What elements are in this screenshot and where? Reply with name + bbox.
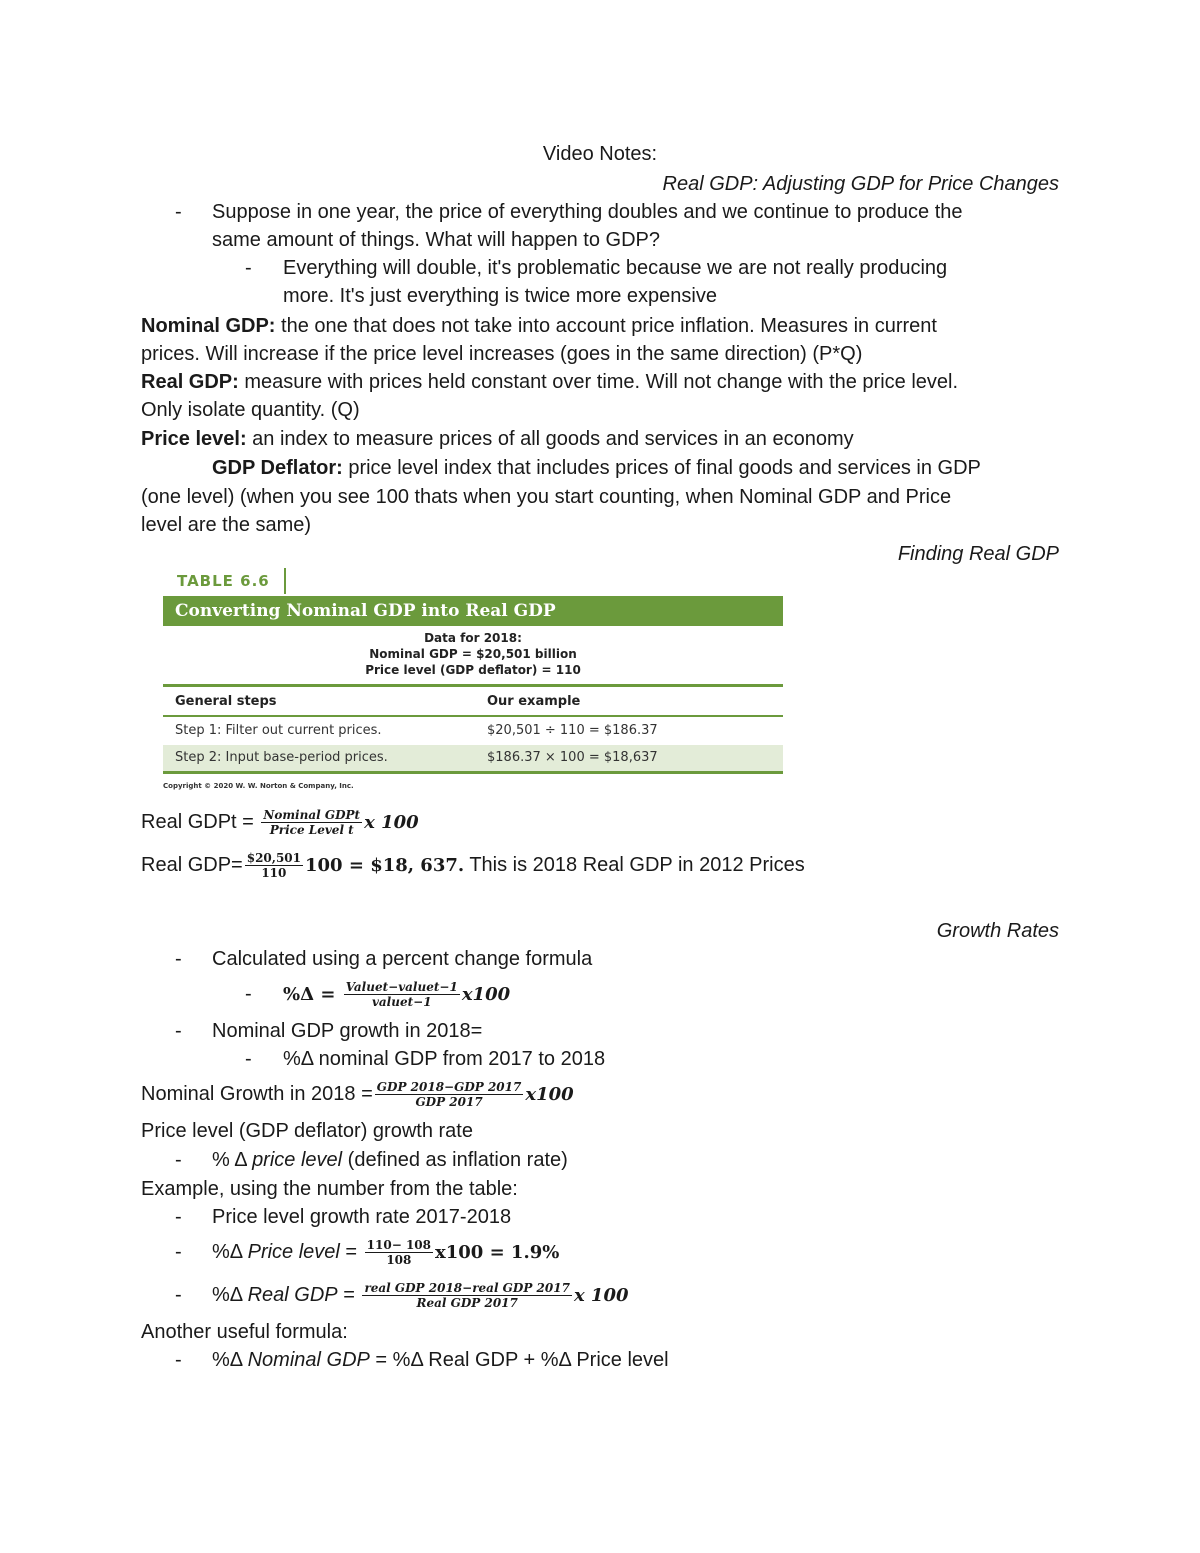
sub-bullet-dash: - [245,983,252,1005]
price-level-definition [141,425,854,453]
table-data-block [163,630,783,678]
real-gdp-definition [141,368,958,396]
bullet-dash: - [175,1241,182,1263]
real-gdp-text: measure with prices held constant over time. Will not change with the price level. [238,371,959,393]
table-col-header: General steps [175,694,277,709]
bullet-dash: - [175,1284,182,1306]
fraction-denominator: Real GDP 2017 [416,1296,518,1311]
text-span: %Δ [212,1241,248,1263]
price-level-growth-line: Price level (GDP deflator) growth rate [141,1120,473,1142]
fraction-denominator: GDP 2017 [415,1095,483,1110]
fraction-numerator: 110− 108 [366,1238,432,1253]
formula-result: 100 = $18, 637. [305,855,465,876]
real-gdp-example-formula [141,851,805,880]
fraction-denominator: valuet−1 [371,995,432,1010]
fraction-numerator: GDP 2018−GDP 2017 [376,1080,522,1095]
fraction-denominator: 110 [261,866,287,881]
inflation-bullet [212,1146,568,1174]
price-level-term: Price level: [141,428,247,450]
price-level-text: an index to measure prices of all goods and services in an economy [246,428,854,450]
table-col-header: Our example [487,694,581,709]
identity-formula [212,1346,669,1374]
sub-bullet-dash: - [245,1048,252,1070]
fraction-numerator: Valuet−valuet−1 [345,980,458,995]
fraction-denominator: 108 [386,1253,412,1268]
formula-lhs: Real GDP= [141,854,243,876]
table-6-6-figure [163,568,783,794]
table-rule [163,715,783,717]
nominal-gdp-definition-cont: prices. Will increase if the price level increases (goes in the same direction) (P*Q) [141,343,863,365]
text-span: = %Δ Real GDP + %Δ Price level [369,1349,669,1371]
section-heading-real-gdp: Real GDP: Adjusting GDP for Price Changes [662,173,1059,195]
text-span-italic: price level [252,1149,343,1171]
table-row [163,718,783,744]
formula-tail: x 100 [364,812,419,833]
formula-lhs: Nominal Growth in 2018 = [141,1083,373,1105]
text-span: = [337,1284,361,1306]
bullet-dash: - [175,948,182,970]
page-title: Video Notes: [542,143,658,165]
formula-lhs: Real GDPt = [141,811,260,833]
bullet-dash: - [175,1020,182,1042]
table-cell: Step 1: Filter out current prices. [175,723,382,738]
real-gdp-term: Real GDP: [141,371,239,393]
table-header-row [163,689,783,715]
formula-tail: x 100 [573,1285,629,1306]
formula-lhs: %Δ = [283,984,342,1005]
table-cell: $20,501 ÷ 110 = $186.37 [487,723,658,738]
text-span: % Δ [212,1149,253,1171]
example-bullet: Price level growth rate 2017-2018 [212,1206,512,1228]
fraction [362,1281,572,1310]
bullet-dash: - [175,1149,182,1171]
another-formula-line: Another useful formula: [141,1321,348,1343]
section-heading-growth-rates: Growth Rates [936,920,1059,942]
price-level-example-formula [212,1238,559,1267]
bullet-dash: - [175,1349,182,1371]
fraction [245,851,303,880]
text-span: %Δ [212,1284,248,1306]
table-data-line: Price level (GDP deflator) = 110 [365,663,581,677]
gdp-deflator-definition [212,454,981,482]
nominal-gdp-definition [141,312,937,340]
intro-question-cont: same amount of things. What will happen to GDP? [212,229,661,251]
bullet-dash: - [175,201,182,223]
fraction-denominator: Price Level t [269,823,354,838]
formula-result: x100 = 1.9% [435,1242,560,1263]
growth-sub-bullet: %Δ nominal GDP from 2017 to 2018 [283,1048,606,1070]
bullet-dash: - [175,1206,182,1228]
percent-change-formula [283,980,510,1009]
text-span-italic: Real GDP [247,1284,338,1306]
real-gdp-growth-formula [212,1281,629,1310]
fraction-numerator: Nominal GDPt [263,808,361,823]
table-cell: Step 2: Input base-period prices. [175,750,388,765]
fraction [261,808,362,837]
text-span: %Δ [212,1349,248,1371]
intro-answer: Everything will double, it's problematic because we are not really producing [283,257,948,279]
text-span: = [339,1241,363,1263]
growth-bullet: Calculated using a percent change formula [212,948,593,970]
formula-note: This is 2018 Real GDP in 2012 Prices [464,854,805,876]
section-heading-finding-real-gdp: Finding Real GDP [897,543,1059,565]
fraction [344,980,460,1009]
intro-question: Suppose in one year, the price of everything doubles and we continue to produce the [212,201,963,223]
table-data-line: Data for 2018: [424,631,522,645]
table-cell: $186.37 × 100 = $18,637 [487,750,658,765]
fraction-numerator: $20,501 [246,851,301,866]
sub-bullet-dash: - [245,257,252,279]
table-label: TABLE 6.6 [163,568,286,594]
growth-bullet: Nominal GDP growth in 2018= [212,1020,483,1042]
gdp-deflator-text: price level index that includes prices of final goods and services in GDP [342,457,981,479]
fraction [365,1238,433,1267]
formula-tail: x100 [525,1084,574,1105]
nominal-gdp-text: the one that does not take into account price inflation. Measures in current [275,315,937,337]
formula-tail: x100 [461,984,511,1005]
table-copyright: Copyright © 2020 W. W. Norton & Company, Inc. [163,782,354,790]
table-data-line: Nominal GDP = $20,501 billion [369,647,577,661]
intro-answer-cont: more. It's just everything is twice more expensive [283,285,717,307]
table-title: Converting Nominal GDP into Real GDP [163,596,783,626]
nominal-gdp-term: Nominal GDP: [141,315,276,337]
table-row [163,745,783,771]
table-rule [163,771,783,774]
example-line: Example, using the number from the table: [141,1178,518,1200]
fraction [375,1080,524,1109]
text-span-italic: Nominal GDP [247,1349,370,1371]
fraction-numerator: real GDP 2018−real GDP 2017 [364,1281,570,1296]
gdp-deflator-definition-cont2: level are the same) [141,514,312,536]
table-rule [163,684,783,687]
text-span: (defined as inflation rate) [342,1149,568,1171]
gdp-deflator-definition-cont: (one level) (when you see 100 thats when you start counting, when Nominal GDP and Price [141,486,952,508]
real-gdp-definition-cont: Only isolate quantity. (Q) [141,399,360,421]
gdp-deflator-term: GDP Deflator: [212,457,343,479]
nominal-growth-formula [141,1080,574,1109]
real-gdp-formula [141,808,419,837]
text-span-italic: Price level [247,1241,340,1263]
